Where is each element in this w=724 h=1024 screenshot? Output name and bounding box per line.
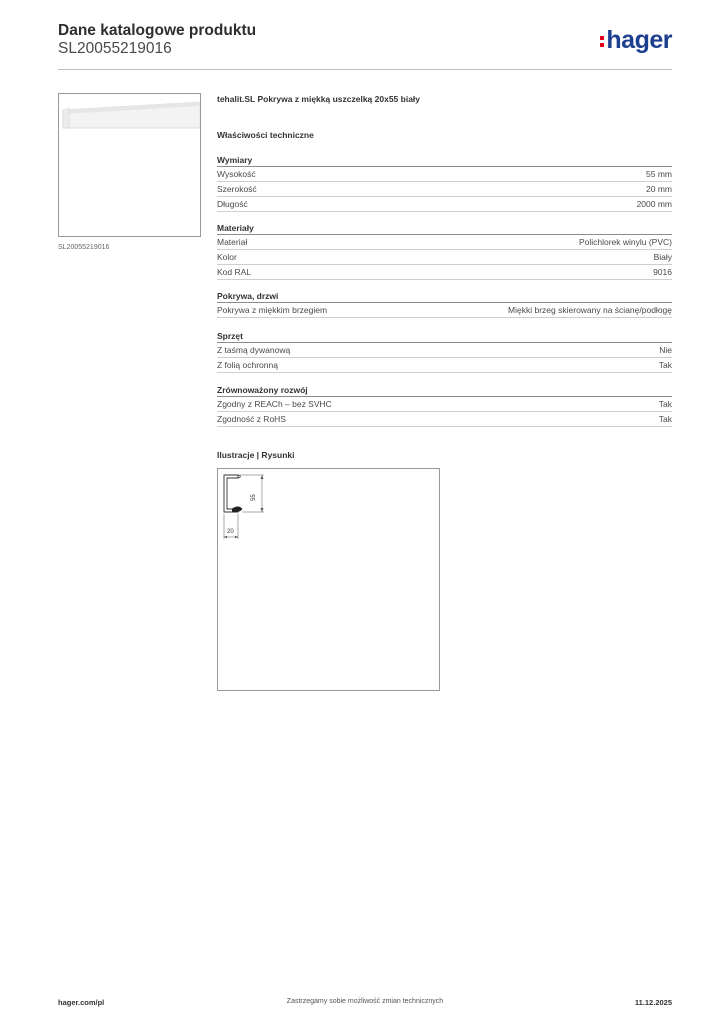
profile-cross-section	[218, 469, 439, 690]
dimension-height-label: 55	[251, 494, 257, 501]
product-cover-image	[59, 94, 200, 236]
footer-disclaimer: Zastrzegamy sobie możliwość zmian technicznych	[286, 998, 444, 1005]
section-title: Zrównoważony rozwój	[217, 384, 672, 397]
technical-drawing	[217, 468, 440, 691]
table-row: Szerokość 20 mm	[217, 182, 672, 197]
page-footer	[58, 998, 672, 1012]
section-title: Pokrywa, drzwi	[217, 290, 672, 303]
table-row: Z folią ochronną Tak	[217, 358, 672, 373]
footer-date: 11.12.2025	[634, 998, 672, 1007]
logo-dots-icon	[600, 31, 605, 49]
table-row: Kolor Biały	[217, 250, 672, 265]
table-row: Zgodność z RoHS Tak	[217, 412, 672, 427]
dimension-width-label: 20	[227, 529, 234, 535]
section-title: Sprzęt	[217, 330, 672, 343]
product-photo	[58, 93, 201, 237]
table-row: Kod RAL 9016	[217, 265, 672, 280]
section-cover-doors	[217, 290, 672, 318]
hager-logo	[600, 26, 672, 54]
footer-website-link[interactable]: hager.com/pl	[58, 998, 105, 1007]
table-row: Długość 2000 mm	[217, 197, 672, 212]
table-row: Z taśmą dywanową Nie	[217, 343, 672, 358]
section-title: Materiały	[217, 222, 672, 235]
section-dimensions	[217, 154, 672, 212]
table-row: Materiał Polichlorek winylu (PVC)	[217, 235, 672, 250]
product-code: SL20055219016	[58, 40, 172, 57]
section-materials	[217, 222, 672, 280]
section-equipment	[217, 330, 672, 373]
section-sustainability	[217, 384, 672, 427]
photo-caption: SL20055219016	[58, 244, 110, 251]
table-row: Wysokość 55 mm	[217, 167, 672, 182]
tech-properties-heading: Właściwości techniczne	[217, 130, 314, 140]
table-row: Zgodny z REACh – bez SVHC Tak	[217, 397, 672, 412]
page-title: Dane katalogowe produktu	[58, 22, 257, 39]
section-title: Wymiary	[217, 154, 672, 167]
page-header	[58, 22, 672, 70]
table-row: Pokrywa z miękkim brzegiem Miękki brzeg skierowany na ścianę/podłogę	[217, 303, 672, 318]
illustrations-heading: Ilustracje | Rysunki	[217, 450, 295, 460]
product-title: tehalit.SL Pokrywa z miękką uszczelką 20x55 biały	[217, 94, 421, 104]
logo-wordmark: hager	[606, 26, 672, 54]
